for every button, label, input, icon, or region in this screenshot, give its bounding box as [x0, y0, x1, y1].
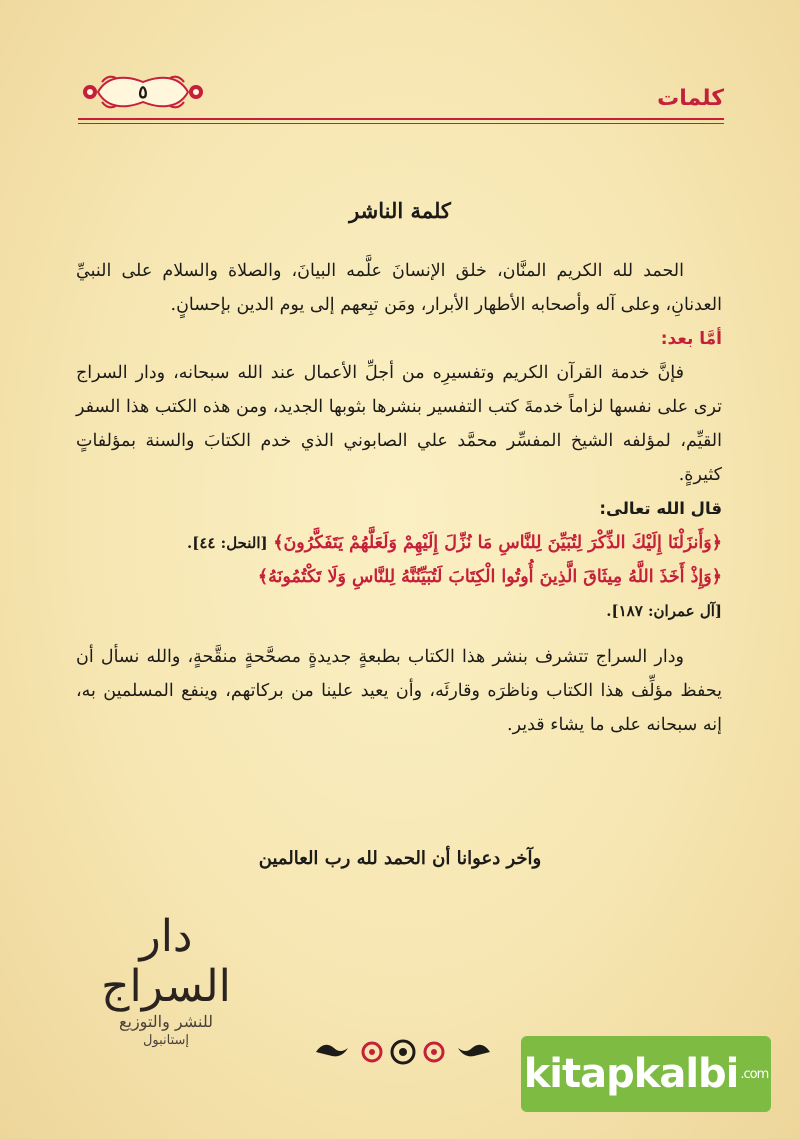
- body-text: [76, 254, 722, 742]
- header-rule-thin: [78, 123, 724, 124]
- paragraph-main: فإنَّ خدمة القرآن الكريم وتفسيرِه من أجلِّ الأعمال عند الله سبحانه، ودار السراج ترى على نفسها لزاماً خدمةَ كتب التفسير بنشرها بثوبها الجديد، ومن هذه الكتب هذا السفر القيِّم، لمؤلفه الشيخ المفسِّر محمَّد علي الصابوني الذي خدم الكتابَ والسنة بمؤلفاتٍ كثيرةٍ.: [76, 363, 722, 485]
- watermark-logo: [521, 1036, 771, 1112]
- paragraph-intro: الحمد لله الكريم المنَّان، خلق الإنسانَ علَّمه البيانَ، والصلاة والسلام على النبيِّ العدنانِ، وعلى آله وأصحابه الأطهار الأبرار، ومَن تبِعهم إلى يوم الدين بإحسانٍ.: [76, 261, 722, 315]
- header-rule: [78, 118, 724, 120]
- watermark-suffix: .com: [740, 1066, 769, 1082]
- watermark-text: kitapkalbi: [523, 1051, 739, 1097]
- section-title: كلمات: [657, 86, 724, 111]
- floral-divider-icon: [308, 1036, 498, 1068]
- quote-intro: قال الله تعالى:: [599, 499, 722, 518]
- verse-1: [76, 526, 722, 560]
- logo-city: إستانبول: [142, 1033, 190, 1048]
- paragraph-closing: ودار السراج تتشرف بنشر هذا الكتاب بطبعةٍ جديدةٍ مصحَّحةٍ منقَّحةٍ، والله نسأل أن يحفظ مؤلِّف هذا الكتاب وناظرَه وقارئَه، وأن يعيد علينا من بركاتهم، وينفع المسلمين به، إنه سبحانه على ما يشاء قدير.: [76, 647, 722, 735]
- verse-1-ref: [النحل: ٤٤].: [186, 534, 268, 552]
- logo-name: دار السراج: [101, 911, 231, 1012]
- publisher-logo: [96, 911, 236, 1048]
- page-number: ٥: [138, 81, 148, 103]
- page-title: كلمة الناشر: [349, 198, 451, 223]
- subheading: أمَّا بعد:: [660, 329, 722, 349]
- verse-2-ref: [آل عمران: ١٨٧].: [606, 602, 722, 620]
- bottom-ornament: [308, 1036, 498, 1068]
- logo-subtitle: للنشر والتوزيع: [118, 1012, 214, 1031]
- closing-line: وآخر دعوانا أن الحمد لله رب العالمين: [258, 848, 542, 869]
- page-number-ornament: [78, 70, 208, 114]
- verse-2: [76, 560, 722, 594]
- verse-2-text: ﴿وَإِذْ أَخَذَ اللَّهُ مِيثَاقَ الَّذِينَ أُوتُوا الْكِتَابَ لَتُبَيِّنُنَّهُ لِلنَّاسِ وَلَا تَكْتُمُونَهُ﴾: [257, 567, 722, 587]
- verse-1-text: ﴿وَأَنزَلْنَا إِلَيْكَ الذِّكْرَ لِتُبَيِّنَ لِلنَّاسِ مَا نُزِّلَ إِلَيْهِمْ وَلَعَلَّهُمْ يَتَفَكَّرُونَ﴾: [273, 533, 722, 553]
